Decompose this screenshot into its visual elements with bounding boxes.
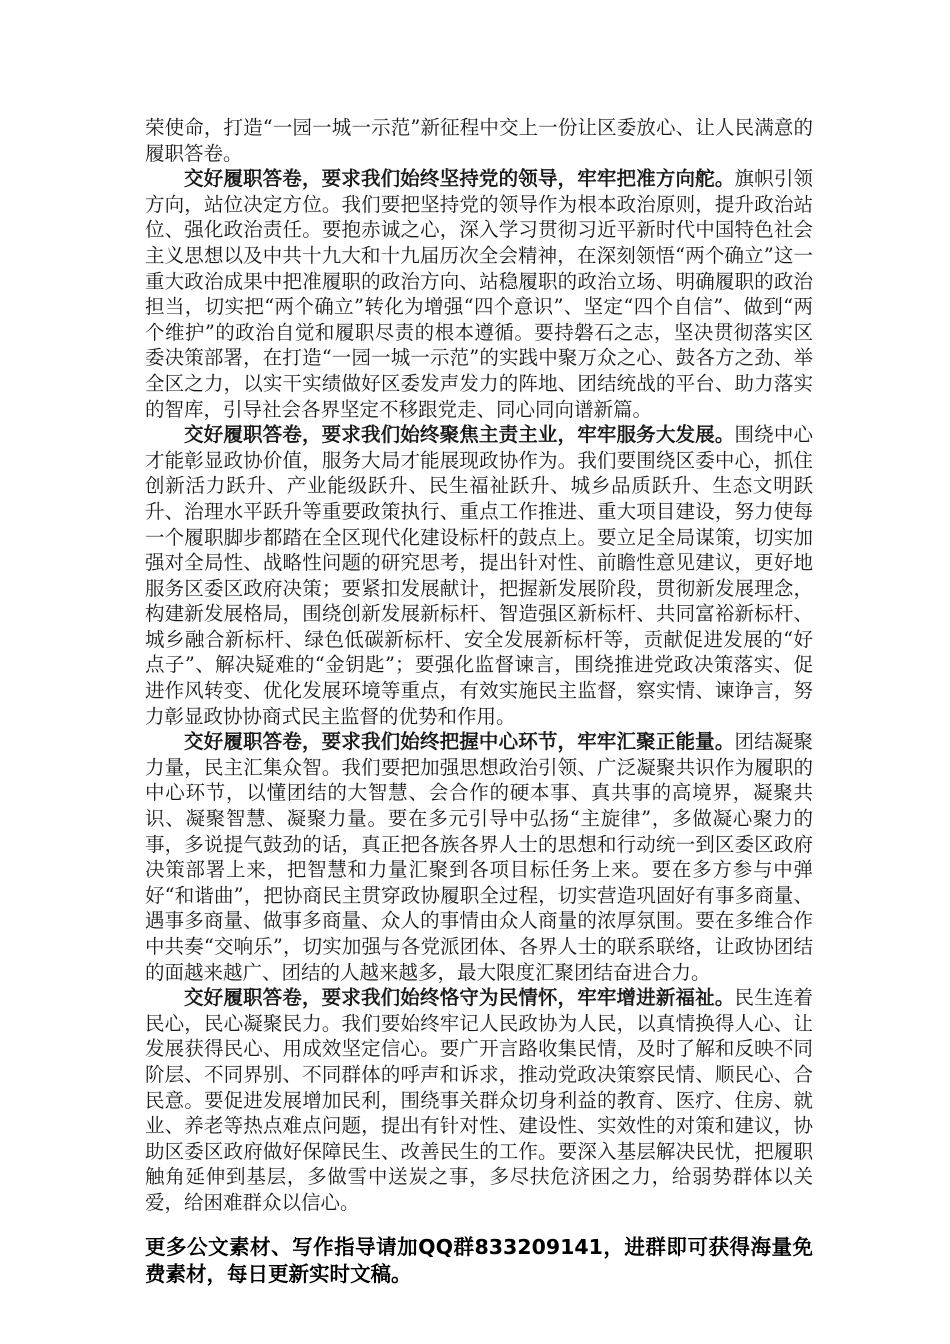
paragraph-text: 团结凝聚力量，民主汇集众智。我们要把加强思想政治引领、广泛凝聚共识作为履职的中心环节，以懂团结的大智慧、会合作的硬本事、真共事的高境界，凝聚共识、凝聚智慧、凝聚力量。要在多元引导中弘扬“主旋律”，多做凝心聚力的事，多说提气鼓劲的话，真正把各族各界人士的思想和行动统一到区委区政府决策部署上来，把智慧和力量汇聚到各项目标任务上来。要在多方参与中弹好“和谐曲”，把协商民主贯穿政协履职全过程，切实营造巩固好有事多商量、遇事多商量、做事多商量、众人的事情由众人商量的浓厚氛围。要在多维合作中共奏“交响乐”，切实加强与各党派团体、各界人士的联系联络，让政协团结的面越来越广、团结的人越来越多，最大限度汇聚团结奋进合力。 <box>145 730 813 984</box>
promo-notice: 更多公文素材、写作指导请加QQ群833209141，进群即可获得海量免费素材，每日更新实时文稿。 <box>145 1234 813 1286</box>
paragraph-text: 旗帜引领方向，站位决定方位。我们要把坚持党的领导作为根本政治原则，提升政治站位、强化政治责任。要抱赤诚之心，深入学习贯彻习近平新时代中国特色社会主义思想以及中共十九大和十九届历次全会精神，在深刻领悟“两个确立”这一重大政治成果中把准履职的政治方向、站稳履职的政治立场、明确履职的政治担当，切实把“两个确立”转化为增强“四个意识”、坚定“四个自信”、做到“两个维护”的政治自觉和履职尽责的根本遵循。要持磐石之志，坚决贯彻落实区委决策部署，在打造“一园一城一示范”的实践中聚万众之心、鼓各方之劲、举全区之力，以实干实绩做好区委发声发力的阵地、团结统战的平台、助力落实的智库，引导社会各界坚定不移跟党走、同心同向谱新篇。 <box>145 167 813 421</box>
paragraph-serve-development <box>145 422 813 729</box>
paragraph-text: 荣使命，打造“一园一城一示范”新征程中交上一份让区委放心、让人民满意的履职答卷。 <box>145 116 813 165</box>
paragraph-heading: 交好履职答卷，要求我们始终聚焦主责主业，牢牢服务大发展。 <box>184 423 735 447</box>
paragraph-heading: 交好履职答卷，要求我们始终恪守为民情怀，牢牢增进新福祉。 <box>184 986 735 1010</box>
paragraph-people-welfare <box>145 985 813 1215</box>
paragraph-positive-energy <box>145 729 813 985</box>
paragraph-heading: 交好履职答卷，要求我们始终把握中心环节，牢牢汇聚正能量。 <box>184 730 735 754</box>
paragraph-text: 民生连着民心，民心凝聚民力。我们要始终牢记人民政协为人民，以真情换得人心、让发展获得民心、用成效坚定信心。要广开言路收集民情，及时了解和反映不同阶层、不同界别、不同群体的呼声和诉求，推动党政决策察民情、顺民心、合民意。要促进发展增加民利，围绕事关群众切身利益的教育、医疗、住房、就业、养老等热点难点问题，提出有针对性、建设性、实效性的对策和建议，协助区委区政府做好保障民生、改善民生的工作。要深入基层解决民忧，把履职触角延伸到基层，多做雪中送炭之事，多尽扶危济困之力，给弱势群体以关爱，给困难群众以信心。 <box>145 986 813 1214</box>
paragraph-text: 围绕中心才能彰显政协价值，服务大局才能展现政协作为。我们要围绕区委中心，抓住创新活力跃升、产业能级跃升、民生福祉跃升、城乡品质跃升、生态文明跃升、治理水平跃升等重要政策执行、重点工作推进、重大项目建设，努力使每一个履职脚步都踏在全区现代化建设标杆的鼓点上。要立足全局谋策，切实加强对全局性、战略性问题的研究思考，提出针对性、前瞻性意见建议，更好地服务区委区政府决策；要紧扣发展献计，把握新发展阶段，贯彻新发展理念，构建新发展格局，围绕创新发展新标杆、智造强区新标杆、共同富裕新标杆、城乡融合新标杆、绿色低碳新标杆、安全发展新标杆等，贡献促进发展的“好点子”、解决疑难的“金钥匙”；要强化监督谏言，围绕推进党政决策落实、促进作风转变、优化发展环境等重点，有效实施民主监督，察实情、谏诤言，努力彰显政协协商式民主监督的优势和作用。 <box>145 423 813 728</box>
paragraph-heading: 交好履职答卷，要求我们始终坚持党的领导，牢牢把准方向舵。 <box>184 167 735 191</box>
document-body <box>145 115 813 1216</box>
paragraph-party-leadership <box>145 166 813 422</box>
paragraph-continuation <box>145 115 813 166</box>
